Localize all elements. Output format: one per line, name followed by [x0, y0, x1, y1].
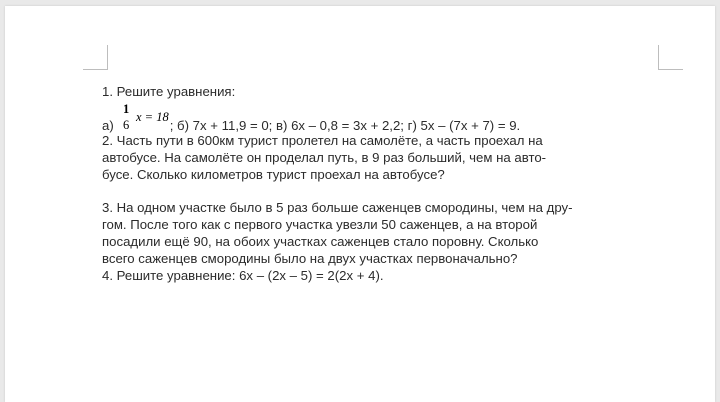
problem-1-equation-line — [102, 118, 520, 135]
page-corner-mark-top-left — [83, 45, 108, 70]
problem-3-line: 3. На одном участке было в 5 раз больше саженцев смородины, чем на дру- — [102, 200, 573, 216]
problem-1-title: 1. Решите уравнения: — [102, 84, 236, 99]
problem-3-line: посадили ещё 90, на обоих участках саженцев стало поровну. Сколько — [102, 234, 539, 250]
problem-3-line: всего саженцев смородины было на двух участках первоначально? — [102, 251, 518, 267]
fraction-equation-rest: x = 18 — [136, 109, 169, 124]
fraction-denominator: 6 — [123, 117, 130, 132]
blank-line — [102, 184, 622, 201]
problem-4-line: 4. Решите уравнение: 6x – (2x – 5) = 2(2x + 4). — [102, 268, 384, 284]
problem-3-line: гом. После того как с первого участка увезли 50 саженцев, а на второй — [102, 217, 538, 233]
problem-1-equations — [102, 101, 622, 133]
page-corner-mark-top-right — [658, 45, 683, 70]
document-text[interactable] — [102, 84, 622, 285]
problem-2-line: автобусе. На самолёте он проделал путь, в 9 раз больший, чем на авто- — [102, 149, 547, 165]
problem-2-line: 2. Часть пути в 600км турист пролетел на самолёте, а часть проехал на — [102, 132, 543, 148]
problem-2-line: бусе. Сколько километров турист проехал на автобусе? — [102, 166, 445, 182]
fraction-numerator: 1 — [123, 101, 130, 116]
problem-1-other-equations: ; б) 7x + 11,9 = 0; в) 6x – 0,8 = 3x + 2,2; г) 5x – (7x + 7) = 9. — [169, 117, 521, 133]
part-a-label: а) — [102, 117, 114, 133]
